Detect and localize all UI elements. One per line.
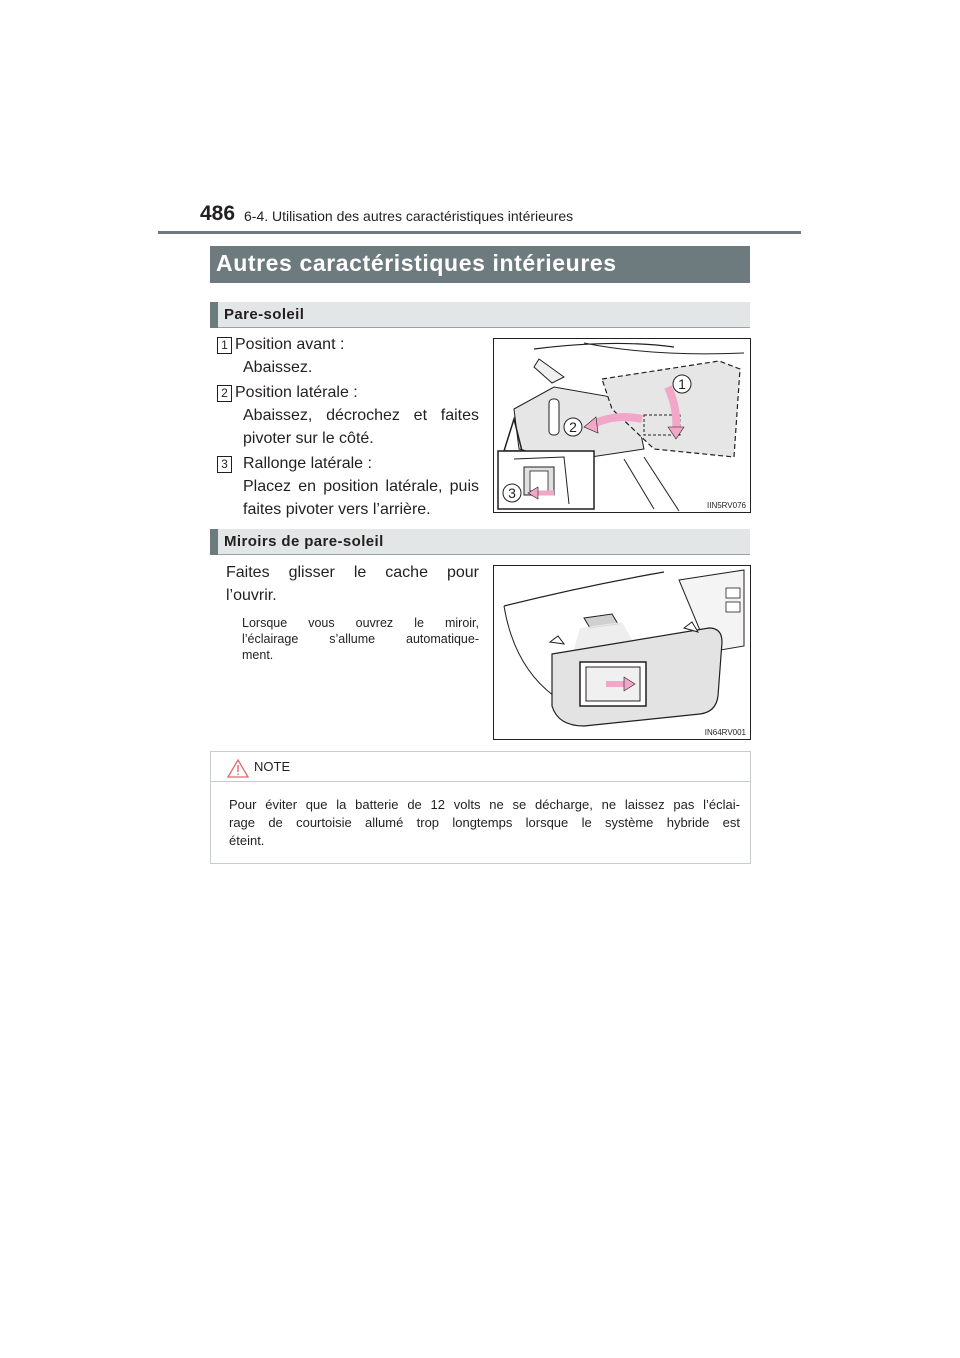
- step-2-label: Position latérale :: [235, 384, 358, 401]
- step-2-desc-line1: Abaissez, décrochez et faites: [243, 407, 479, 424]
- figure-code-mirror: IN64RV001: [704, 728, 746, 737]
- callout-3: 3: [508, 485, 516, 501]
- page-title: Autres caractéristiques intérieures: [216, 250, 617, 276]
- section-title-sunvisor: Pare-soleil: [224, 306, 305, 323]
- warning-icon: [227, 758, 249, 778]
- step-1-desc: Abaissez.: [243, 359, 313, 376]
- note-text: [229, 796, 740, 850]
- mirror-instruction-line1: Faites glisser le cache pour: [226, 564, 479, 581]
- section-title-mirror: Miroirs de pare-soleil: [224, 533, 384, 550]
- figure-code-sunvisor: IIN5RV076: [707, 501, 746, 510]
- step-1-label: Position avant :: [235, 336, 345, 353]
- running-head: 6-4. Utilisation des autres caractéristiques intérieures: [244, 208, 574, 224]
- step-3-label: Rallonge latérale :: [243, 455, 372, 472]
- section-header-sunvisor: [210, 302, 750, 328]
- note-line-1: Pour éviter que la batterie de 12 volts ne se décharge, ne laissez pas l’éclai-: [229, 797, 740, 812]
- mirror-note-line3: ment.: [242, 648, 274, 662]
- header-rule: [158, 231, 801, 234]
- mirror-figure: [493, 565, 751, 740]
- note-divider: [211, 781, 750, 782]
- sunvisor-illustration: [494, 339, 750, 512]
- step-number-2: 2: [217, 385, 232, 402]
- mirror-instruction-line2: l’ouvrir.: [226, 587, 277, 604]
- step-3-desc-line2: faites pivoter vers l’arrière.: [243, 501, 431, 518]
- page-number: 486: [200, 202, 236, 225]
- mirror-note-line1: Lorsque vous ouvrez le miroir,: [242, 616, 479, 630]
- note-label: NOTE: [254, 759, 291, 774]
- step-number-1: 1: [217, 337, 232, 354]
- note-line-2: rage de courtoisie allumé trop longtemps lorsque le système hybride est: [229, 815, 740, 830]
- mirror-illustration: [494, 566, 750, 739]
- mirror-note-line2: l’éclairage s’allume automatique-: [242, 632, 479, 646]
- callout-2: 2: [569, 419, 577, 435]
- step-3-desc-line1: Placez en position latérale, puis: [243, 478, 479, 495]
- sunvisor-figure: [493, 338, 751, 513]
- section-header-mirror: [210, 529, 750, 555]
- callout-1: 1: [678, 376, 686, 392]
- note-line-3: éteint.: [229, 833, 265, 848]
- note-box: [210, 751, 751, 864]
- step-number-3: 3: [217, 456, 232, 473]
- step-2-desc-line2: pivoter sur le côté.: [243, 430, 374, 447]
